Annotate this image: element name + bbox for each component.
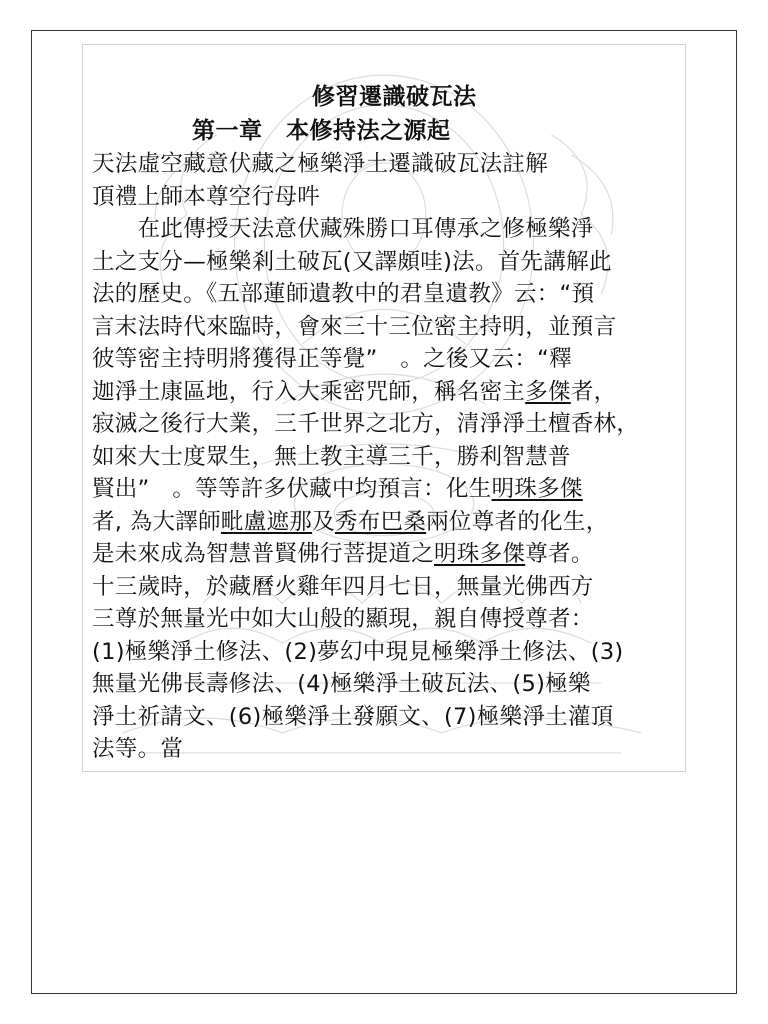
text-line: 彼等密主持明將獲得正等覺” 。之後又云：“釋 (92, 346, 572, 372)
text-line: 在此傳授天法意伏藏殊勝口耳傳承之修極樂淨 (92, 216, 594, 242)
text-line: 迦淨土康區地，行入大乘密咒師，稱名密主多傑者， (92, 378, 617, 405)
text-line: 土之支分—極樂剎土破瓦(又譯頗哇)法。首先講解此 (92, 248, 612, 275)
text-line: 淨土祈請文、(6)極樂淨土發願文、(7)極樂淨土灌頂 (92, 703, 614, 730)
text-line: 如來大士度眾生，無上教主導三千，勝利智慧普 (92, 443, 571, 470)
text-line: 賢出” 。等等許多伏藏中均預言：化生明珠多傑 (92, 476, 583, 502)
text-line: (1)極樂淨土修法、(2)夢幻中現見極樂淨土修法、(3) (92, 638, 624, 665)
text-line: 三尊於無量光中如大山般的顯現，親自傳授尊者： (92, 606, 594, 632)
text-line: 者, 為大譯師毗盧遮那及秀布巴桑兩位尊者的化生， (92, 508, 609, 535)
text-line: 法等。當 (92, 736, 184, 762)
underlined-name: 多傑 (525, 378, 571, 405)
text-line: 言末法時代來臨時，會來三十三位密主持明，並預言 (92, 313, 617, 340)
text-line: 天法虛空藏意伏藏之極樂淨土遷識破瓦法註解 (92, 151, 549, 177)
document-body (92, 80, 692, 766)
underlined-name: 秀布巴桑 (334, 508, 427, 535)
underlined-name: 明珠多傑 (491, 476, 583, 502)
underlined-name: 毗盧遮那 (220, 508, 313, 535)
text-line: 法的歷史。《五部蓮師遺教中的君皇遺教》云：“預 (92, 281, 595, 307)
text-line: 十三歲時，於藏曆火雞年四月七日，無量光佛西方 (92, 573, 594, 600)
document-title: 修習遷識破瓦法 (312, 84, 477, 110)
chapter-heading: 第一章 本修持法之源起 (192, 118, 451, 144)
text-line: 頂禮上師本尊空行母吽 (92, 183, 321, 210)
text-line: 無量光佛長壽修法、(4)極樂淨土破瓦法、(5)極樂 (92, 671, 591, 697)
underlined-name: 明珠多傑 (434, 541, 526, 567)
text-line: 寂滅之後行大業，三千世界之北方，清淨淨土檀香林， (92, 411, 640, 437)
text-line: 是未來成為智慧普賢佛行菩提道之明珠多傑尊者。 (92, 541, 594, 567)
